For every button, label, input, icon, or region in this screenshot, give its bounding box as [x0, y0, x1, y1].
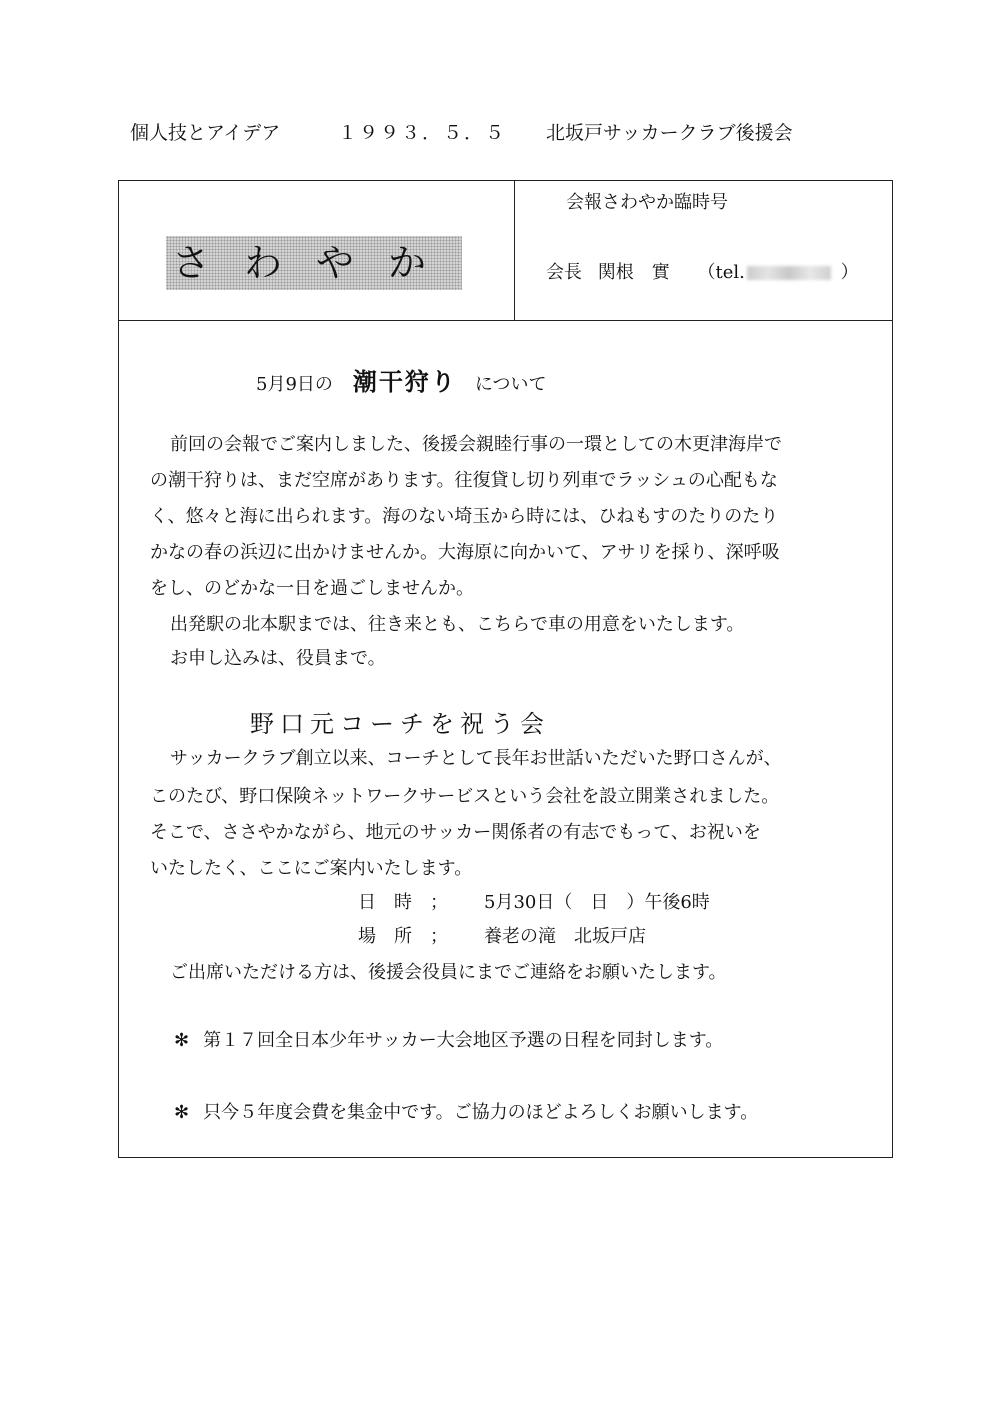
president-name: 関根 實: [597, 262, 670, 283]
heading-event: 潮干狩り: [352, 368, 457, 396]
event-place-label: 場 所 ；: [358, 926, 448, 947]
note-text: 第１７回全日本少年サッカー大会地区予選の日程を同封します。: [203, 1030, 724, 1051]
closing-line: ご出席いただける方は、後援会役員にまでご連絡をお願いたします。: [170, 962, 727, 983]
clam-digging-heading: [256, 362, 547, 397]
body-line: サッカークラブ創立以来、コーチとして長年お世話いただいた野口さんが、: [170, 748, 782, 769]
body-line: このたび、野口保険ネットワークサービスという会社を設立開業されました。: [150, 786, 780, 807]
note-item: [174, 1098, 758, 1124]
president-info: [546, 258, 859, 284]
event-place-value: 養老の滝 北坂戸店: [484, 926, 646, 947]
asterisk-icon: ✻: [174, 1030, 190, 1051]
organization-name: 北坂戸サッカークラブ後援会: [546, 122, 793, 144]
body-line: く、悠々と海に出られます。海のない埼玉から時には、ひねもすのたりのたり: [150, 506, 779, 527]
event-date-label: 日 時 ；: [358, 892, 448, 913]
president-label: 会長: [546, 262, 582, 283]
newsletter-slogan: 個人技とアイデア: [130, 122, 281, 144]
asterisk-icon: ✻: [174, 1102, 190, 1123]
header-divider: [118, 320, 893, 321]
heading-date: 5月9日の: [256, 374, 333, 395]
body-line: をし、のどかな一日を過ごしませんか。: [150, 578, 474, 599]
body-line: の潮干狩りは、まだ空席があります。往復貸し切り列車でラッシュの心配もな: [150, 470, 778, 491]
issue-label: 会報さわやか臨時号: [566, 192, 728, 213]
body-line: お申し込みは、役員まで。: [170, 648, 386, 669]
event-date-value: 5月30日（ 日 ）午後6時: [484, 892, 710, 913]
heading-suffix: について: [474, 374, 547, 395]
tel-prefix: （tel.: [697, 262, 745, 283]
issue-date: １９９３．５．５: [338, 122, 507, 144]
masthead-title: さわやか: [166, 236, 462, 290]
body-line: 出発駅の北本駅までは、往き来とも、こちらで車の用意をいたします。: [170, 614, 745, 635]
celebration-heading: 野口元コーチを祝う会: [250, 710, 550, 738]
body-line: 前回の会報でご案内しました、後援会親睦行事の一環としての木更津海岸で: [170, 434, 782, 455]
body-line: いたしたく、ここにご案内いたします。: [150, 858, 473, 879]
tel-suffix: ）: [840, 262, 859, 283]
redacted-phone: [747, 266, 831, 280]
note-item: [174, 1026, 723, 1052]
body-line: そこで、ささやかながら、地元のサッカー関係者の有志でもって、お祝いを: [150, 822, 761, 843]
body-line: かなの春の浜辺に出かけませんか。大海原に向かいて、アサリを採り、深呼吸: [150, 542, 780, 563]
masthead-divider: [514, 180, 515, 320]
note-text: 只今５年度会費を集金中です。ご協力のほどよろしくお願いします。: [203, 1102, 759, 1123]
